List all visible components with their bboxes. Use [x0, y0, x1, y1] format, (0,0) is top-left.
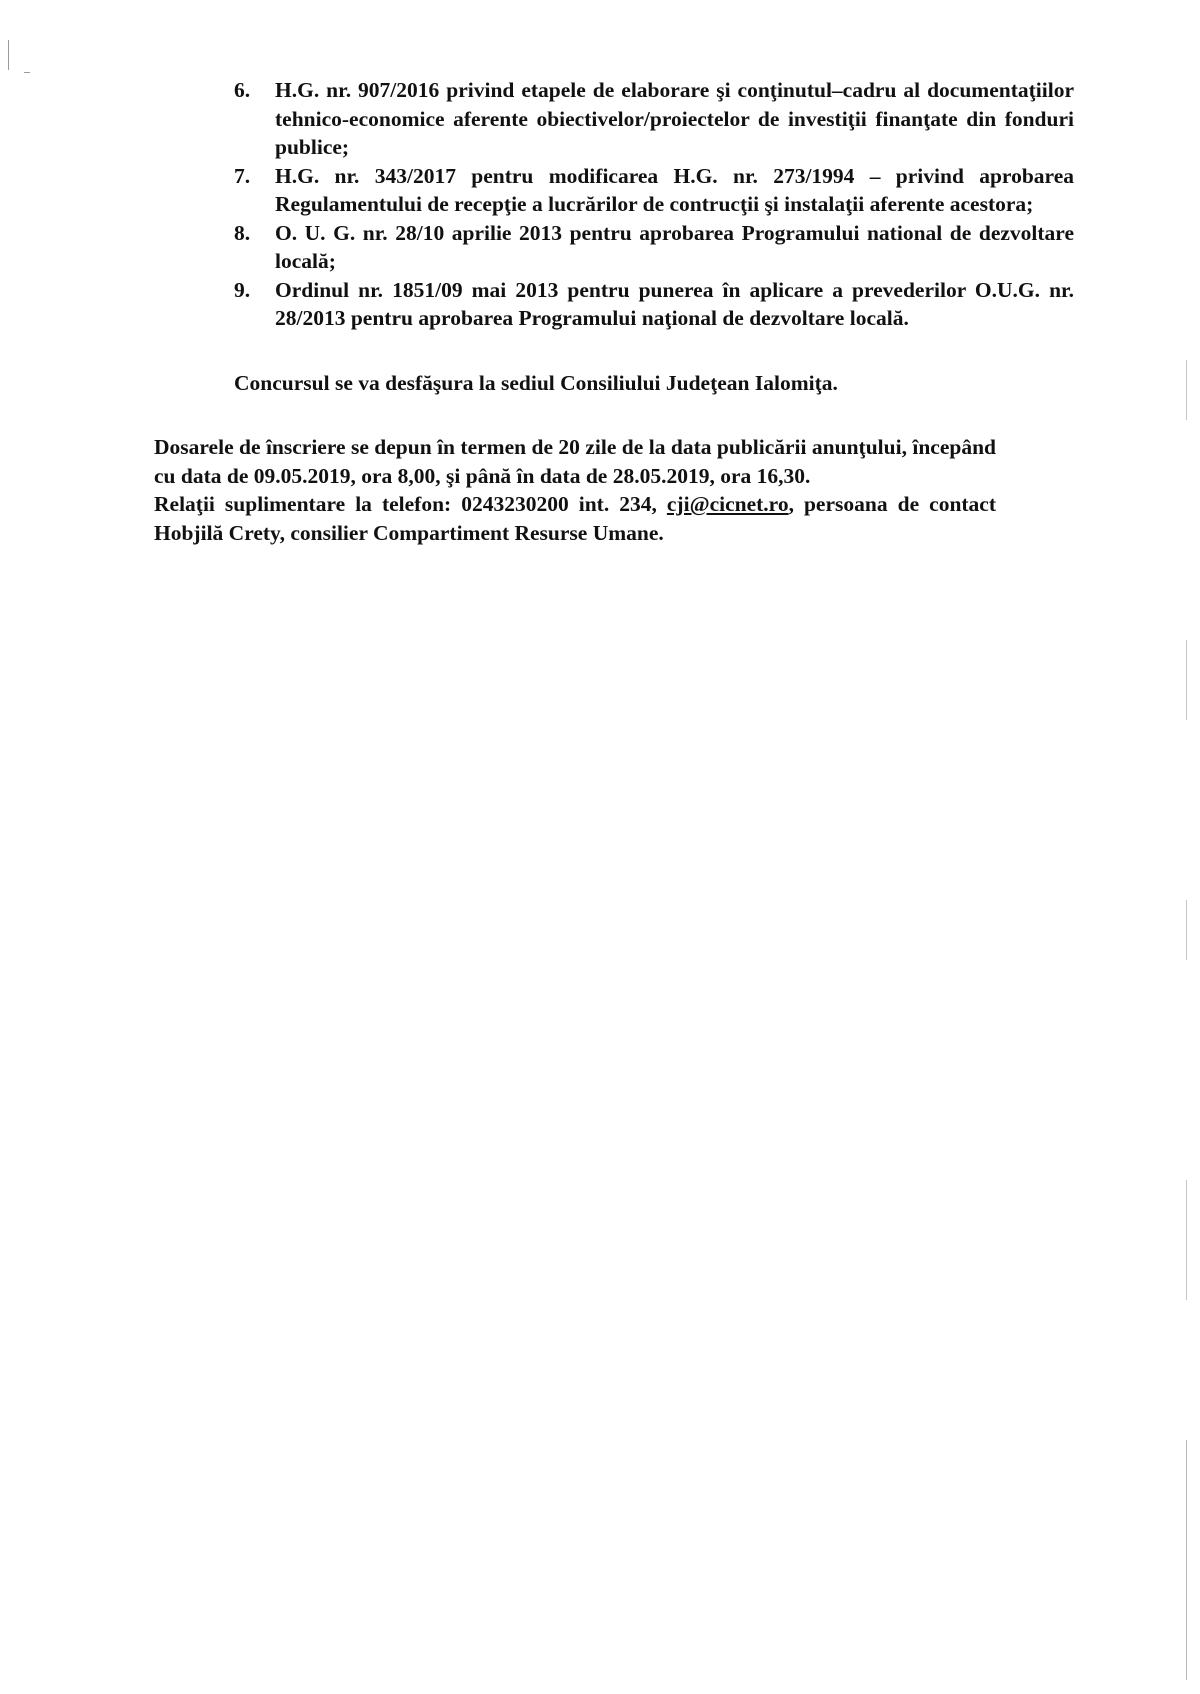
- list-item-number: 9.: [234, 277, 251, 302]
- list-item-number: 7.: [234, 163, 251, 188]
- contact-prefix: Relaţii suplimentare la telefon: 0243230200 int. 234,: [154, 492, 667, 516]
- scan-artifact: [1186, 640, 1187, 720]
- scan-artifact: [24, 72, 30, 73]
- scan-artifact: [1186, 1180, 1187, 1300]
- scan-artifact: [1186, 360, 1187, 420]
- list-item: [234, 219, 1074, 276]
- contact-suffix: , persoana de contact Hobjilă Crety, consilier Compartiment Resurse Umane.: [154, 492, 997, 545]
- legislation-list: [234, 76, 1074, 333]
- scan-artifact: [1186, 1440, 1187, 1680]
- list-item-text: H.G. nr. 907/2016 privind etapele de elaborare şi conţinutul–cadru al documentaţiilor tehnico-economice aferente obiectivelor/proiectelor de investiţii finanţate din fonduri publice;: [275, 78, 1074, 159]
- list-item-text: Ordinul nr. 1851/09 mai 2013 pentru punerea în aplicare a prevederilor O.U.G. nr. 28/2013 pentru aprobarea Programului naţional de dezvoltare locală.: [275, 277, 1074, 330]
- contact-paragraph: [154, 490, 996, 547]
- list-item: [234, 276, 1074, 333]
- list-item-number: 8.: [234, 220, 251, 245]
- scan-artifact: [8, 40, 9, 70]
- list-item-text: H.G. nr. 343/2017 pentru modificarea H.G. nr. 273/1994 – privind aprobarea Regulamentului de recepţie a lucrărilor de contrucţii şi instalaţii aferente acestora;: [275, 163, 1074, 216]
- contact-email-link[interactable]: cji@cicnet.ro: [666, 492, 789, 516]
- venue-paragraph: Concursul se va desfăşura la sediul Consiliului Judeţean Ialomiţa.: [234, 370, 838, 395]
- deadline-paragraph: Dosarele de înscriere se depun în termen de 20 zile de la data publicării anunţului, începând cu data de 09.05.2019, ora 8,00, şi până în data de 28.05.2019, ora 16,30.: [154, 435, 996, 488]
- list-item: [234, 76, 1074, 162]
- list-item: [234, 162, 1074, 219]
- list-item-number: 6.: [234, 78, 251, 102]
- list-item-text: O. U. G. nr. 28/10 aprilie 2013 pentru aprobarea Programului national de dezvoltare locală;: [275, 220, 1074, 273]
- scan-artifact: [1186, 900, 1187, 960]
- document-body: [154, 76, 1074, 547]
